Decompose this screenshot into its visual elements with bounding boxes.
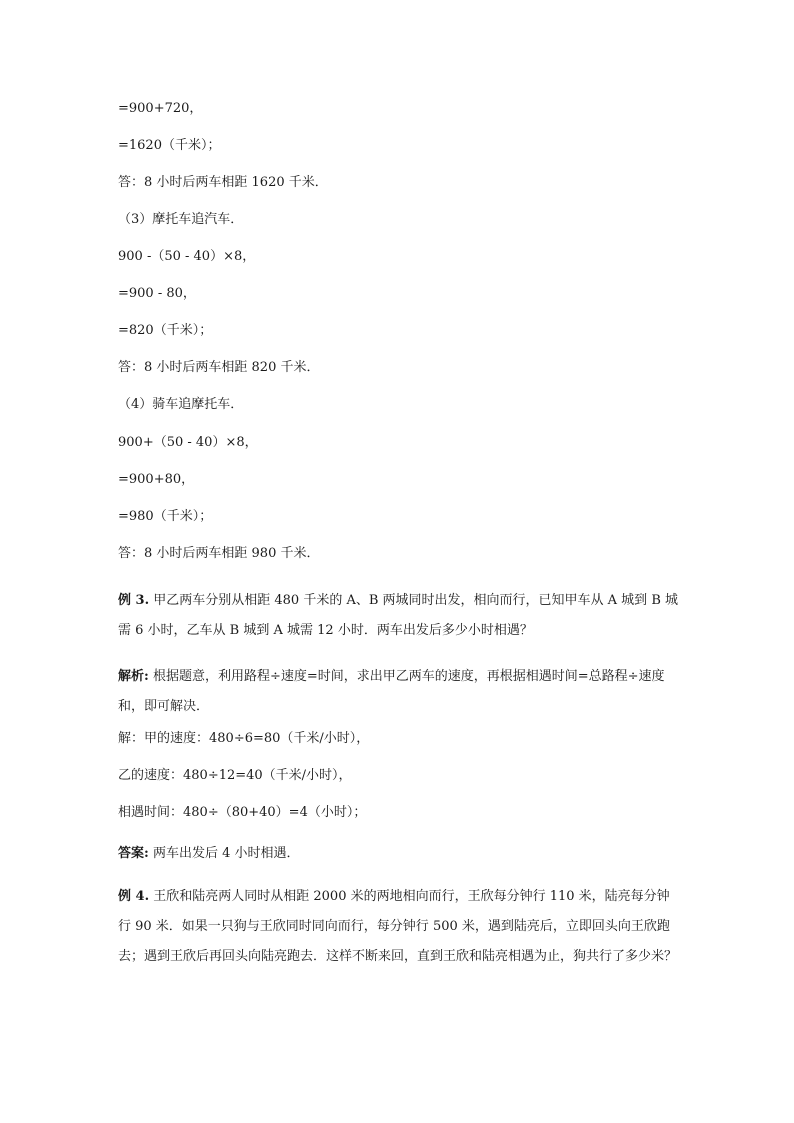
answer-line: 答：8 小时后两车相距 980 千米． <box>118 546 320 561</box>
calc-line: =820（千米）； <box>118 323 213 338</box>
calc-line: 900 -（50 - 40）×8， <box>118 249 256 264</box>
answer-line: 答：8 小时后两车相距 820 千米． <box>118 360 320 375</box>
case-heading: （3）摩托车追汽车． <box>118 212 244 227</box>
example-3-analysis <box>118 662 680 722</box>
example-3-problem <box>118 586 680 646</box>
answer-line: 答：8 小时后两车相距 1620 千米． <box>118 175 328 190</box>
analysis-label: 解析: <box>118 669 149 684</box>
example-4-label: 例 4. <box>118 889 150 904</box>
example-3-label: 例 3. <box>118 593 150 608</box>
example-3-text: 甲乙两车分别从相距 480 千米的 A、B 两城同时出发，相向而行，已知甲车从 A 城到 B 城需 6 小时，乙车从 B 城到 A 城需 12 小时．两车出发后多少小时相遇？ <box>118 593 679 638</box>
calc-line: =900+720， <box>118 101 203 116</box>
solution-line: 乙的速度：480÷12=40（千米/小时）， <box>118 768 352 783</box>
calc-line: =1620（千米）； <box>118 138 221 153</box>
answer-text: 两车出发后 4 小时相遇． <box>152 846 300 861</box>
example-4-text: 王欣和陆亮两人同时从相距 2000 米的两地相向而行，王欣每分钟行 110 米，陆亮每分钟行 90 米．如果一只狗与王欣同时同向而行，每分钟行 500 米，遇到陆亮后，立即回头向王欣跑去；遇到王欣后再回头向陆亮跑去．这样不断来回，直到王欣和陆亮相遇为止，狗共行了多少米？ <box>118 889 678 964</box>
calc-line: =980（千米）； <box>118 509 213 524</box>
calc-line: =900 - 80， <box>118 286 196 301</box>
calc-line: =900+80， <box>118 472 195 487</box>
solution-line: 解：甲的速度：480÷6=80（千米/小时）， <box>118 731 370 746</box>
example-4-problem <box>118 882 680 972</box>
answer-label: 答案: <box>118 846 149 861</box>
analysis-text: 根据题意，利用路程÷速度=时间，求出甲乙两车的速度，再根据相遇时间=总路程÷速度和，即可解决． <box>118 669 665 714</box>
solution-line: 相遇时间：480÷（80+40）=4（小时）； <box>118 805 367 820</box>
case-heading: （4）骑车追摩托车． <box>118 397 244 412</box>
calc-line: 900+（50 - 40）×8， <box>118 435 258 450</box>
example-3-answer <box>118 845 300 863</box>
